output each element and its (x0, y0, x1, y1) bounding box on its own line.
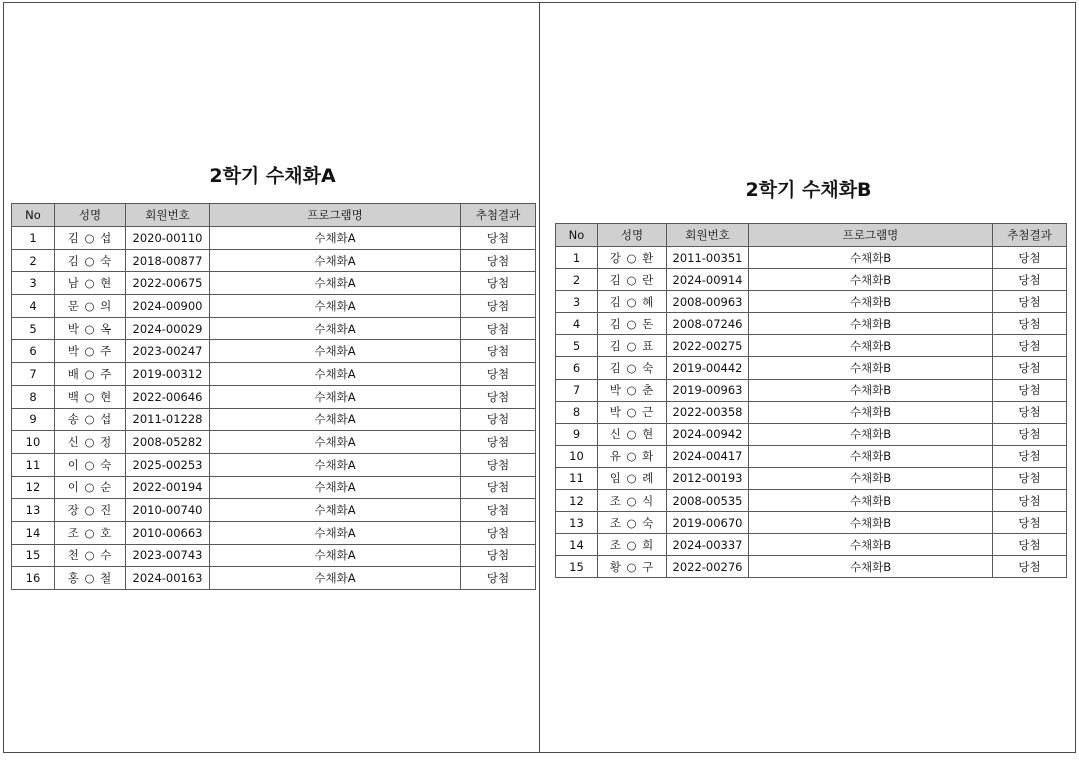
cell-name: 김 ○ 표 (598, 335, 667, 357)
cell-no: 13 (556, 512, 598, 534)
cell-result: 당첨 (993, 445, 1067, 467)
cell-member-no: 2024-00417 (667, 445, 749, 467)
cell-no: 8 (12, 385, 55, 408)
cell-member-no: 2019-00670 (667, 512, 749, 534)
cell-name: 임 ○ 례 (598, 467, 667, 489)
cell-result: 당첨 (461, 431, 536, 454)
table-row (12, 363, 536, 386)
cell-no: 2 (12, 249, 55, 272)
cell-result: 당첨 (461, 408, 536, 431)
cell-result: 당첨 (993, 247, 1067, 269)
cell-result: 당첨 (461, 272, 536, 295)
table-row (12, 272, 536, 295)
cell-no: 9 (556, 423, 598, 445)
table-row (556, 490, 1067, 512)
cell-no: 6 (12, 340, 55, 363)
cell-result: 당첨 (461, 340, 536, 363)
table-row (556, 445, 1067, 467)
table-body (556, 247, 1067, 578)
column-header-no: No (556, 224, 598, 247)
cell-program: 수채화A (210, 227, 461, 250)
cell-member-no: 2020-00110 (126, 227, 210, 250)
cell-result: 당첨 (461, 363, 536, 386)
cell-result: 당첨 (461, 227, 536, 250)
lottery-table-a (11, 203, 536, 590)
table-row (556, 247, 1067, 269)
cell-member-no: 2008-00535 (667, 490, 749, 512)
page-left (3, 2, 540, 753)
column-header-member-no: 회원번호 (126, 204, 210, 227)
cell-member-no: 2008-07246 (667, 313, 749, 335)
cell-result: 당첨 (461, 453, 536, 476)
cell-name: 천 ○ 수 (55, 544, 126, 567)
cell-program: 수채화A (210, 317, 461, 340)
cell-name: 김 ○ 란 (598, 269, 667, 291)
table-row (12, 544, 536, 567)
cell-program: 수채화B (749, 247, 993, 269)
cell-result: 당첨 (993, 335, 1067, 357)
table-row (556, 357, 1067, 379)
cell-program: 수채화B (749, 379, 993, 401)
cell-member-no: 2019-00963 (667, 379, 749, 401)
table-row (12, 431, 536, 454)
cell-name: 강 ○ 환 (598, 247, 667, 269)
cell-member-no: 2010-00740 (126, 499, 210, 522)
table-row (12, 227, 536, 250)
cell-member-no: 2012-00193 (667, 467, 749, 489)
cell-result: 당첨 (461, 385, 536, 408)
table-row (12, 476, 536, 499)
cell-member-no: 2024-00337 (667, 534, 749, 556)
cell-program: 수채화B (749, 556, 993, 578)
cell-result: 당첨 (993, 313, 1067, 335)
cell-no: 6 (556, 357, 598, 379)
cell-member-no: 2023-00743 (126, 544, 210, 567)
table-row (556, 556, 1067, 578)
cell-member-no: 2022-00275 (667, 335, 749, 357)
cell-member-no: 2024-00942 (667, 423, 749, 445)
cell-member-no: 2022-00194 (126, 476, 210, 499)
cell-result: 당첨 (461, 476, 536, 499)
cell-name: 송 ○ 섭 (55, 408, 126, 431)
cell-result: 당첨 (993, 269, 1067, 291)
cell-member-no: 2022-00675 (126, 272, 210, 295)
cell-name: 김 ○ 혜 (598, 291, 667, 313)
cell-name: 박 ○ 옥 (55, 317, 126, 340)
cell-result: 당첨 (461, 317, 536, 340)
cell-no: 14 (12, 521, 55, 544)
cell-result: 당첨 (993, 379, 1067, 401)
table-row (556, 401, 1067, 423)
cell-no: 4 (12, 295, 55, 318)
table-row (12, 567, 536, 590)
cell-program: 수채화A (210, 385, 461, 408)
cell-result: 당첨 (993, 490, 1067, 512)
cell-member-no: 2008-05282 (126, 431, 210, 454)
cell-no: 3 (12, 272, 55, 295)
cell-member-no: 2024-00029 (126, 317, 210, 340)
cell-member-no: 2024-00914 (667, 269, 749, 291)
cell-result: 당첨 (993, 467, 1067, 489)
cell-no: 9 (12, 408, 55, 431)
cell-name: 김 ○ 돈 (598, 313, 667, 335)
cell-program: 수채화A (210, 431, 461, 454)
cell-name: 이 ○ 숙 (55, 453, 126, 476)
cell-program: 수채화A (210, 363, 461, 386)
cell-no: 16 (12, 567, 55, 590)
table-row (556, 335, 1067, 357)
cell-program: 수채화B (749, 269, 993, 291)
cell-no: 13 (12, 499, 55, 522)
cell-no: 12 (556, 490, 598, 512)
cell-name: 김 ○ 섭 (55, 227, 126, 250)
cell-result: 당첨 (993, 423, 1067, 445)
cell-member-no: 2011-01228 (126, 408, 210, 431)
cell-program: 수채화B (749, 291, 993, 313)
cell-no: 1 (556, 247, 598, 269)
cell-member-no: 2010-00663 (126, 521, 210, 544)
cell-result: 당첨 (461, 499, 536, 522)
cell-program: 수채화A (210, 408, 461, 431)
table-row (556, 291, 1067, 313)
cell-name: 문 ○ 의 (55, 295, 126, 318)
cell-result: 당첨 (993, 556, 1067, 578)
cell-program: 수채화A (210, 499, 461, 522)
cell-no: 3 (556, 291, 598, 313)
cell-no: 10 (556, 445, 598, 467)
cell-name: 신 ○ 현 (598, 423, 667, 445)
cell-program: 수채화B (749, 357, 993, 379)
cell-name: 황 ○ 구 (598, 556, 667, 578)
column-header-no: No (12, 204, 55, 227)
column-header-program: 프로그램명 (749, 224, 993, 247)
table-row (12, 249, 536, 272)
cell-no: 11 (556, 467, 598, 489)
cell-program: 수채화B (749, 335, 993, 357)
table-body (12, 227, 536, 590)
cell-member-no: 2011-00351 (667, 247, 749, 269)
cell-no: 5 (12, 317, 55, 340)
cell-result: 당첨 (993, 401, 1067, 423)
cell-no: 7 (556, 379, 598, 401)
table-row (12, 317, 536, 340)
cell-program: 수채화A (210, 567, 461, 590)
column-header-result: 추첨결과 (461, 204, 536, 227)
cell-name: 장 ○ 진 (55, 499, 126, 522)
column-header-name: 성명 (55, 204, 126, 227)
cell-program: 수채화A (210, 340, 461, 363)
cell-program: 수채화B (749, 445, 993, 467)
cell-program: 수채화A (210, 453, 461, 476)
cell-program: 수채화A (210, 476, 461, 499)
table-row (12, 385, 536, 408)
cell-member-no: 2023-00247 (126, 340, 210, 363)
cell-name: 박 ○ 주 (55, 340, 126, 363)
cell-no: 11 (12, 453, 55, 476)
cell-member-no: 2022-00358 (667, 401, 749, 423)
cell-no: 2 (556, 269, 598, 291)
page-title: 2학기 수채화A (209, 165, 336, 187)
table-row (556, 467, 1067, 489)
cell-result: 당첨 (993, 357, 1067, 379)
column-header-member-no: 회원번호 (667, 224, 749, 247)
cell-name: 김 ○ 숙 (598, 357, 667, 379)
cell-name: 신 ○ 정 (55, 431, 126, 454)
table-row (12, 499, 536, 522)
cell-no: 4 (556, 313, 598, 335)
cell-member-no: 2024-00900 (126, 295, 210, 318)
cell-program: 수채화B (749, 512, 993, 534)
cell-result: 당첨 (461, 249, 536, 272)
cell-program: 수채화A (210, 272, 461, 295)
cell-name: 배 ○ 주 (55, 363, 126, 386)
cell-program: 수채화B (749, 401, 993, 423)
cell-no: 12 (12, 476, 55, 499)
column-header-name: 성명 (598, 224, 667, 247)
cell-program: 수채화B (749, 467, 993, 489)
cell-name: 김 ○ 숙 (55, 249, 126, 272)
cell-name: 박 ○ 근 (598, 401, 667, 423)
cell-member-no: 2008-00963 (667, 291, 749, 313)
cell-program: 수채화B (749, 534, 993, 556)
cell-member-no: 2025-00253 (126, 453, 210, 476)
table-header-row (12, 204, 536, 227)
cell-member-no: 2022-00646 (126, 385, 210, 408)
cell-name: 백 ○ 현 (55, 385, 126, 408)
cell-name: 조 ○ 희 (598, 534, 667, 556)
cell-name: 박 ○ 춘 (598, 379, 667, 401)
cell-result: 당첨 (461, 544, 536, 567)
table-row (12, 521, 536, 544)
page-right (539, 2, 1076, 753)
table-row (556, 423, 1067, 445)
cell-result: 당첨 (993, 512, 1067, 534)
cell-result: 당첨 (993, 534, 1067, 556)
cell-program: 수채화A (210, 521, 461, 544)
page-title: 2학기 수채화B (745, 179, 872, 201)
cell-name: 홍 ○ 철 (55, 567, 126, 590)
table-row (12, 408, 536, 431)
table-header-row (556, 224, 1067, 247)
cell-no: 10 (12, 431, 55, 454)
table-row (12, 453, 536, 476)
lottery-table-b (555, 223, 1067, 578)
column-header-program: 프로그램명 (210, 204, 461, 227)
cell-no: 14 (556, 534, 598, 556)
table-row (12, 295, 536, 318)
table-row (556, 313, 1067, 335)
table-row (556, 534, 1067, 556)
cell-no: 8 (556, 401, 598, 423)
cell-name: 조 ○ 호 (55, 521, 126, 544)
cell-no: 15 (12, 544, 55, 567)
cell-name: 조 ○ 식 (598, 490, 667, 512)
cell-program: 수채화B (749, 490, 993, 512)
table-row (556, 269, 1067, 291)
cell-result: 당첨 (461, 521, 536, 544)
table-row (556, 512, 1067, 534)
cell-result: 당첨 (461, 567, 536, 590)
cell-program: 수채화B (749, 423, 993, 445)
table-row (12, 340, 536, 363)
cell-name: 남 ○ 현 (55, 272, 126, 295)
cell-member-no: 2019-00442 (667, 357, 749, 379)
cell-program: 수채화B (749, 313, 993, 335)
cell-name: 유 ○ 화 (598, 445, 667, 467)
cell-program: 수채화A (210, 544, 461, 567)
cell-result: 당첨 (461, 295, 536, 318)
cell-name: 조 ○ 숙 (598, 512, 667, 534)
cell-no: 7 (12, 363, 55, 386)
cell-name: 이 ○ 순 (55, 476, 126, 499)
cell-member-no: 2024-00163 (126, 567, 210, 590)
cell-program: 수채화A (210, 249, 461, 272)
cell-member-no: 2018-00877 (126, 249, 210, 272)
cell-no: 5 (556, 335, 598, 357)
cell-program: 수채화A (210, 295, 461, 318)
cell-no: 15 (556, 556, 598, 578)
cell-member-no: 2019-00312 (126, 363, 210, 386)
cell-member-no: 2022-00276 (667, 556, 749, 578)
cell-no: 1 (12, 227, 55, 250)
column-header-result: 추첨결과 (993, 224, 1067, 247)
table-row (556, 379, 1067, 401)
cell-result: 당첨 (993, 291, 1067, 313)
